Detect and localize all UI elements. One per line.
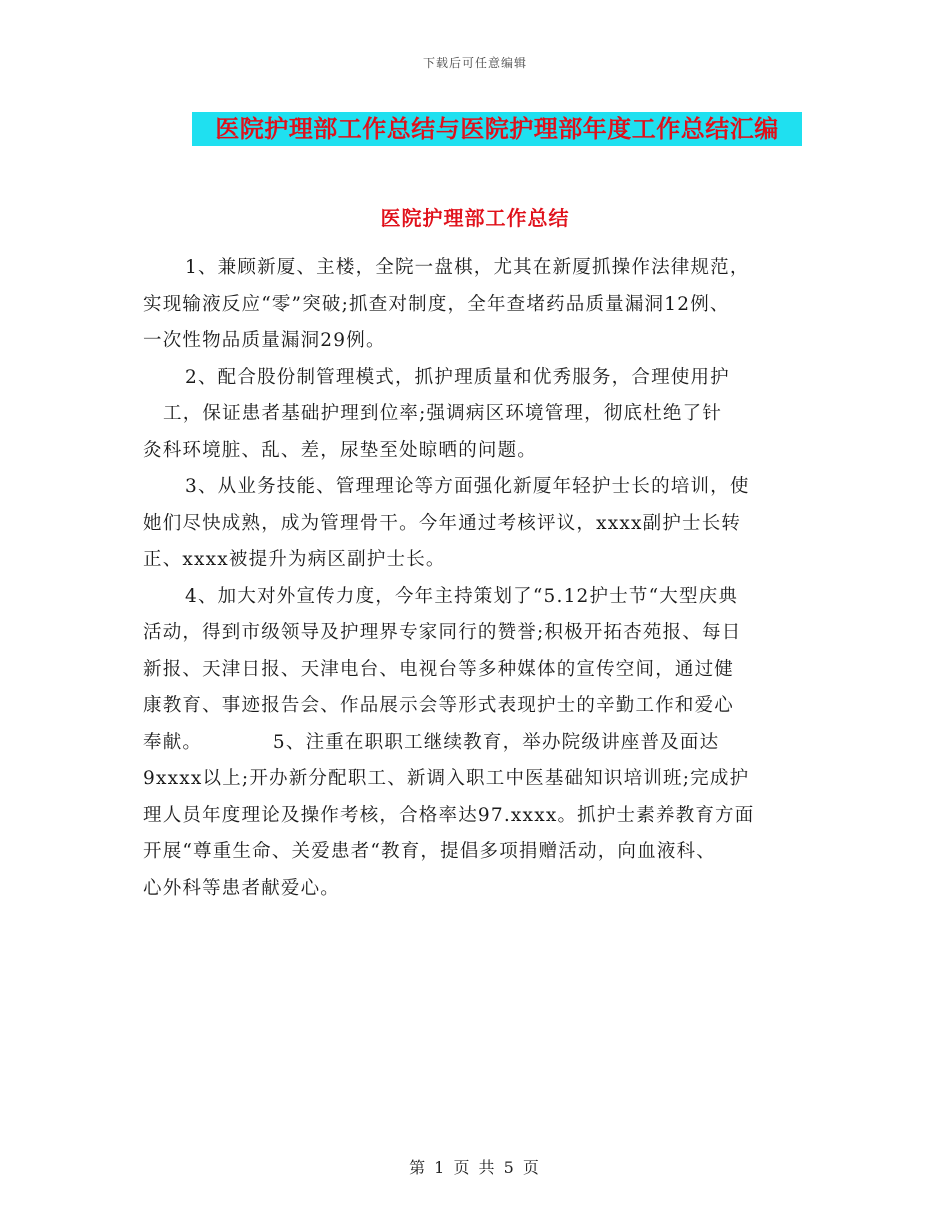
- paragraph-line: 心外科等患者献爱心。: [143, 877, 341, 899]
- paragraph-line: 9xxxx以上;开办新分配职工、新调入职工中医基础知识培训班;完成护: [143, 768, 750, 789]
- body-text: [143, 250, 813, 907]
- main-title: 医院护理部工作总结与医院护理部年度工作总结汇编: [192, 112, 802, 146]
- paragraph-line: 正、xxxx被提升为病区副护士长。: [143, 549, 446, 570]
- paragraph-line: 一次性物品质量漏洞29例。: [143, 330, 386, 351]
- paragraph-line: 4、加大对外宣传力度，今年主持策划了“5.12护士节“大型庆典: [185, 585, 739, 607]
- paragraph-line: 活动，得到市级领导及护理界专家同行的赞誉;积极开拓杏苑报、每日: [143, 622, 742, 643]
- paragraph-line: 实现输液反应“零”突破;抓查对制度，全年查堵药品质量漏洞12例、: [143, 293, 730, 315]
- paragraph-line: 开展“尊重生命、关爱患者“教育，提倡多项捐赠活动，向血液科、: [143, 841, 716, 862]
- paragraph-line: 灸科环境脏、乱、差，尿垫至处晾晒的问题。: [143, 439, 538, 461]
- paragraph-line: 她们尽快成熟，成为管理骨干。今年通过考核评议，xxxx副护士长转: [143, 512, 742, 534]
- section-title: 医院护理部工作总结: [380, 206, 570, 230]
- paragraph-line: 新报、天津日报、天津电台、电视台等多种媒体的宣传空间，通过健: [143, 658, 735, 680]
- paragraph-line: 2、配合股份制管理模式，抓护理质量和优秀服务，合理使用护: [185, 366, 730, 388]
- header-note: 下载后可任意编辑: [422, 56, 527, 70]
- paragraph-line: 3、从业务技能、管理理论等方面强化新厦年轻护士长的培训，使: [185, 476, 750, 497]
- paragraph-line: 工，保证患者基础护理到位率;强调病区环境管理，彻底杜绝了针: [163, 403, 723, 424]
- paragraph-line: 1、兼顾新厦、主楼，全院一盘棋，尤其在新厦抓操作法律规范，: [185, 257, 750, 278]
- paragraph-line: 奉献。 5、注重在职职工继续教育，举办院级讲座普及面达: [143, 731, 720, 753]
- page-footer: 第 1 页 共 5 页: [409, 1158, 541, 1177]
- paragraph-line: 康教育、事迹报告会、作品展示会等形式表现护士的辛勤工作和爱心: [143, 695, 735, 716]
- paragraph-line: 理人员年度理论及操作考核，合格率达97.xxxx。抓护士素养教育方面: [143, 804, 755, 826]
